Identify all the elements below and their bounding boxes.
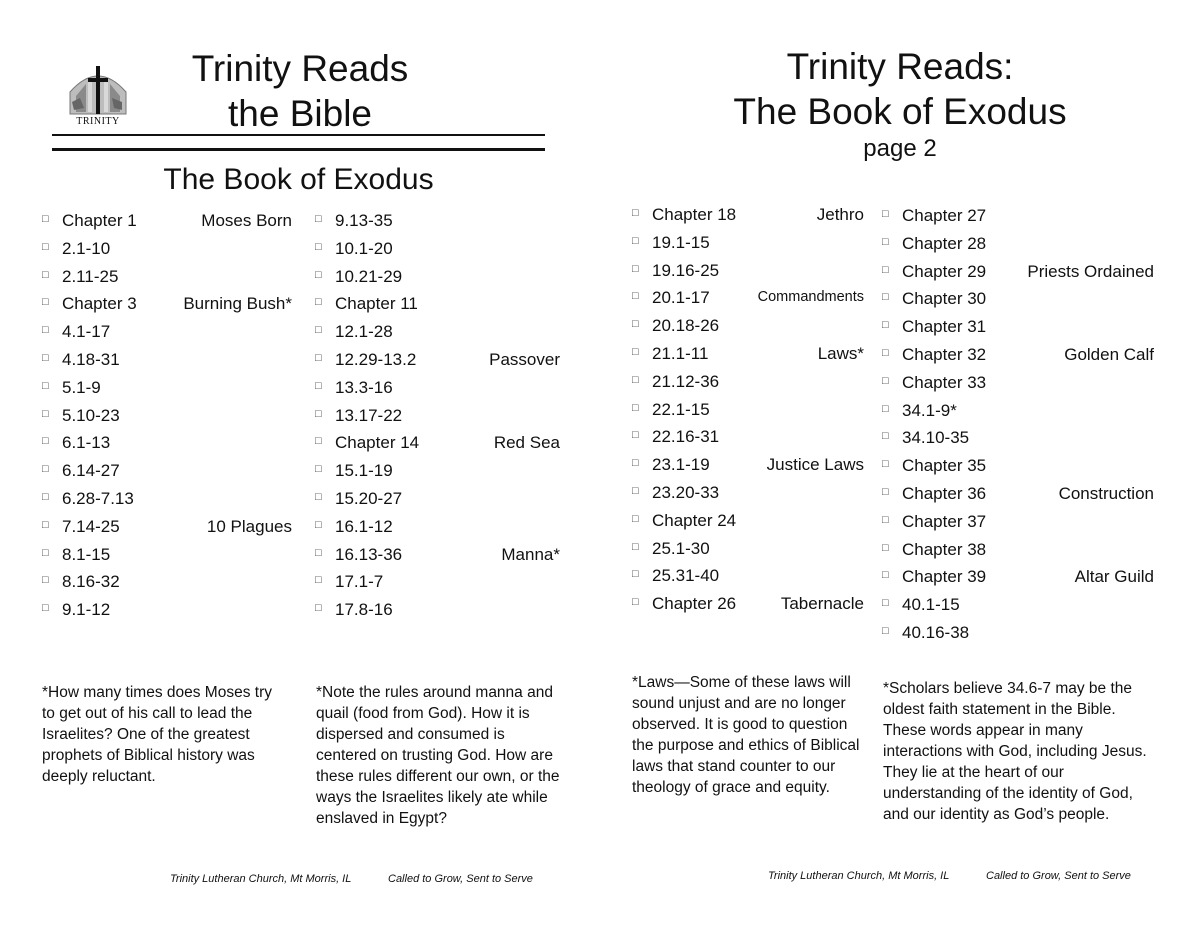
reading-theme: Construction [1058, 483, 1154, 503]
reading-row[interactable] [42, 568, 292, 596]
checkbox-icon[interactable]: □ [632, 207, 639, 219]
checkbox-icon[interactable]: □ [632, 457, 639, 470]
reading-row[interactable] [315, 541, 560, 569]
checkbox-icon[interactable]: □ [632, 401, 639, 414]
reading-row[interactable] [315, 263, 560, 291]
checkbox-icon[interactable]: □ [42, 351, 49, 364]
reading-ref: 34.10-35 [902, 428, 970, 448]
checkbox-icon[interactable]: □ [882, 319, 889, 332]
reading-row[interactable] [882, 202, 1154, 230]
reading-row[interactable] [632, 535, 864, 563]
reading-row[interactable] [882, 563, 1154, 591]
page1-reading-list-col1 [42, 207, 292, 624]
page1-note-moses: *How many times does Moses try to get out of his call to lead the Israelites? One of the greatest prophets of Biblical history was deeply reluctant. [42, 684, 272, 785]
page2-note-scholars: *Scholars believe 34.6-7 may be the oldest faith statement in the Bible. These words appear in many interactions with God, including Jesus. They lie at the heart of our understanding of the identity of God, and our identity as God’s people. [883, 680, 1147, 823]
reading-row[interactable] [632, 451, 864, 479]
reading-row[interactable] [42, 235, 292, 263]
logo-text: TRINITY [76, 116, 120, 127]
reading-ref: 12.1-28 [335, 322, 393, 342]
reading-ref: 6.1-13 [62, 433, 111, 453]
reading-row[interactable] [882, 369, 1154, 397]
reading-row[interactable] [42, 513, 292, 541]
reading-ref: 23.20-33 [652, 482, 720, 502]
reading-row[interactable] [632, 312, 864, 340]
checkbox-icon[interactable]: □ [632, 540, 639, 553]
checkbox-icon[interactable]: □ [315, 574, 322, 587]
reading-ref: 25.1-30 [652, 538, 710, 558]
reading-row[interactable] [882, 536, 1154, 564]
checkbox-icon[interactable]: □ [315, 379, 322, 392]
reading-row[interactable] [315, 596, 560, 624]
reading-row[interactable] [882, 230, 1154, 258]
reading-row[interactable] [632, 201, 864, 229]
checkbox-icon[interactable]: □ [882, 346, 889, 359]
checkbox-icon[interactable]: □ [632, 318, 639, 331]
reading-row[interactable] [632, 396, 864, 424]
reading-ref: Chapter 3 [62, 294, 137, 314]
page2-title-line2: The Book of Exodus [733, 91, 1067, 132]
reading-row[interactable] [315, 457, 560, 485]
page1-footer-motto: Called to Grow, Sent to Serve [388, 873, 533, 885]
page1-reading-list-col2 [315, 207, 560, 624]
checkbox-icon[interactable]: □ [882, 485, 889, 498]
checkbox-icon[interactable]: □ [42, 602, 49, 615]
reading-row[interactable] [315, 485, 560, 513]
reading-ref: 20.18-26 [652, 316, 720, 336]
page2-reading-list-col2 [882, 202, 1154, 647]
reading-ref: Chapter 14 [335, 433, 420, 453]
reading-row[interactable] [882, 619, 1154, 647]
reading-row[interactable] [42, 429, 292, 457]
reading-ref: 21.12-36 [652, 371, 720, 391]
checkbox-icon[interactable]: □ [882, 208, 889, 220]
trinity-logo [66, 62, 130, 130]
checkbox-icon[interactable]: □ [632, 290, 639, 303]
reading-theme: Commandments [757, 289, 864, 306]
reading-theme: 10 Plagues [206, 516, 292, 536]
reading-row[interactable] [42, 457, 292, 485]
reading-ref: 5.1-9 [62, 377, 101, 397]
page1-subtitle: The Book of Exodus [163, 163, 434, 196]
page1-title-line2: the Bible [228, 93, 372, 134]
page2-title-line3: page 2 [863, 135, 937, 162]
checkbox-icon[interactable]: □ [315, 324, 322, 337]
reading-ref: 40.1-15 [902, 595, 960, 615]
reading-row[interactable] [315, 429, 560, 457]
reading-ref: 4.18-31 [62, 349, 120, 369]
page2-title-line1: Trinity Reads: [786, 46, 1014, 87]
reading-ref: 8.16-32 [62, 572, 120, 592]
checkbox-icon[interactable]: □ [632, 262, 639, 275]
checkbox-icon[interactable]: □ [315, 213, 322, 225]
reading-ref: Chapter 39 [902, 567, 987, 587]
checkbox-icon[interactable]: □ [42, 240, 49, 253]
title-rule-bottom [52, 148, 545, 151]
checkbox-icon[interactable]: □ [42, 435, 49, 448]
reading-ref: Chapter 28 [902, 233, 987, 253]
reading-theme: Priests Ordained [1027, 261, 1154, 281]
checkbox-icon[interactable]: □ [632, 568, 639, 581]
reading-ref: 9.13-35 [335, 211, 393, 230]
checkbox-icon[interactable]: □ [882, 291, 889, 304]
reading-theme: Manna* [501, 544, 560, 564]
reading-row[interactable] [42, 290, 292, 318]
reading-theme: Jethro [816, 205, 864, 224]
reading-row[interactable] [42, 596, 292, 624]
reading-ref: 25.31-40 [652, 566, 720, 586]
checkbox-icon[interactable]: □ [882, 569, 889, 582]
checkbox-icon[interactable]: □ [632, 345, 639, 358]
reading-row[interactable] [315, 513, 560, 541]
reading-ref: Chapter 31 [902, 317, 987, 337]
reading-ref: 34.1-9* [902, 400, 957, 420]
reading-row[interactable] [632, 229, 864, 257]
reading-ref: Chapter 32 [902, 344, 987, 364]
reading-theme: Laws* [817, 343, 864, 363]
reading-theme: Justice Laws [766, 455, 864, 475]
reading-ref: 20.1-17 [652, 288, 710, 308]
reading-row[interactable] [315, 207, 560, 235]
reading-theme: Altar Guild [1074, 567, 1154, 587]
reading-row[interactable] [882, 591, 1154, 619]
reading-ref: Chapter 29 [902, 261, 987, 281]
reading-ref: 15.1-19 [335, 461, 393, 481]
reading-row[interactable] [632, 590, 864, 618]
reading-ref: Chapter 27 [902, 206, 987, 225]
reading-ref: 6.14-27 [62, 461, 120, 481]
reading-row[interactable] [882, 341, 1154, 369]
reading-ref: 8.1-15 [62, 544, 111, 564]
reading-row[interactable] [315, 346, 560, 374]
reading-ref: Chapter 26 [652, 594, 737, 614]
reading-row[interactable] [42, 346, 292, 374]
reading-ref: 21.1-11 [652, 343, 709, 363]
reading-row[interactable] [632, 479, 864, 507]
checkbox-icon[interactable]: □ [42, 379, 49, 392]
checkbox-icon[interactable]: □ [882, 597, 889, 610]
reading-row[interactable] [315, 568, 560, 596]
checkbox-icon[interactable]: □ [315, 296, 322, 309]
checkbox-icon[interactable]: □ [42, 213, 49, 225]
checkbox-icon[interactable]: □ [42, 268, 49, 281]
reading-ref: 19.1-15 [652, 232, 710, 252]
reading-ref: 10.21-29 [335, 266, 403, 286]
reading-ref: 13.3-16 [335, 377, 393, 397]
reading-ref: Chapter 35 [902, 456, 987, 476]
reading-row[interactable] [882, 508, 1154, 536]
reading-row[interactable] [42, 374, 292, 402]
reading-ref: 10.1-20 [335, 238, 393, 258]
reading-ref: 19.16-25 [652, 260, 720, 280]
page2-reading-list-col1 [632, 201, 864, 618]
reading-theme: Red Sea [493, 433, 560, 453]
checkbox-icon[interactable]: □ [42, 546, 49, 559]
checkbox-icon[interactable]: □ [632, 484, 639, 497]
reading-theme: Tabernacle [780, 594, 864, 614]
reading-ref: 22.16-31 [652, 427, 720, 447]
reading-row[interactable] [882, 313, 1154, 341]
page2-title [700, 44, 1100, 164]
checkbox-icon[interactable]: □ [315, 546, 322, 559]
reading-row[interactable] [882, 258, 1154, 286]
reading-row[interactable] [632, 284, 864, 312]
reading-ref: Chapter 33 [902, 372, 987, 392]
reading-row[interactable] [632, 368, 864, 396]
reading-row[interactable] [632, 340, 864, 368]
reading-ref: 5.10-23 [62, 405, 120, 425]
reading-row[interactable] [882, 397, 1154, 425]
checkbox-icon[interactable]: □ [632, 596, 639, 609]
reading-ref: Chapter 36 [902, 483, 987, 503]
checkbox-icon[interactable]: □ [315, 268, 322, 281]
reading-ref: 13.17-22 [335, 405, 403, 425]
checkbox-icon[interactable]: □ [42, 574, 49, 587]
page1-title-line1: Trinity Reads [191, 48, 409, 89]
reading-row[interactable] [882, 480, 1154, 508]
reading-row[interactable] [42, 485, 292, 513]
title-rule-top [52, 134, 545, 136]
checkbox-icon[interactable]: □ [882, 235, 889, 248]
checkbox-icon[interactable]: □ [315, 435, 322, 448]
reading-row[interactable] [882, 452, 1154, 480]
reading-ref: 6.28-7.13 [62, 488, 134, 508]
reading-theme: Moses Born [201, 211, 292, 230]
reading-ref: 16.1-12 [335, 516, 393, 536]
reading-ref: 2.1-10 [62, 238, 111, 258]
reading-ref: Chapter 38 [902, 539, 987, 559]
checkbox-icon[interactable]: □ [882, 541, 889, 554]
reading-row[interactable] [632, 257, 864, 285]
reading-row[interactable] [315, 235, 560, 263]
reading-row[interactable] [42, 541, 292, 569]
checkbox-icon[interactable]: □ [315, 463, 322, 476]
reading-ref: Chapter 1 [62, 211, 137, 230]
page1-title [160, 46, 440, 136]
checkbox-icon[interactable]: □ [42, 518, 49, 531]
checkbox-icon[interactable]: □ [882, 263, 889, 276]
checkbox-icon[interactable]: □ [882, 374, 889, 387]
checkbox-icon[interactable]: □ [882, 513, 889, 526]
reading-ref: 7.14-25 [62, 516, 120, 536]
reading-ref: Chapter 18 [652, 205, 737, 224]
reading-row[interactable] [315, 290, 560, 318]
reading-ref: Chapter 30 [902, 289, 987, 309]
reading-row[interactable] [315, 402, 560, 430]
reading-ref: 9.1-12 [62, 600, 111, 620]
reading-theme: Passover [489, 349, 560, 369]
reading-ref: 2.11-25 [62, 266, 119, 286]
reading-ref: Chapter 11 [335, 294, 418, 314]
reading-row[interactable] [882, 424, 1154, 452]
checkbox-icon[interactable]: □ [882, 458, 889, 471]
reading-ref: 12.29-13.2 [335, 349, 417, 369]
checkbox-icon[interactable]: □ [632, 234, 639, 247]
checkbox-icon[interactable]: □ [632, 373, 639, 386]
reading-ref: Chapter 24 [652, 510, 737, 530]
checkbox-icon[interactable]: □ [42, 324, 49, 337]
checkbox-icon[interactable]: □ [315, 351, 322, 364]
reading-ref: 15.20-27 [335, 488, 403, 508]
reading-row[interactable] [42, 402, 292, 430]
checkbox-icon[interactable]: □ [315, 240, 322, 253]
reading-ref: 16.13-36 [335, 544, 403, 564]
checkbox-icon[interactable]: □ [42, 407, 49, 420]
checkbox-icon[interactable]: □ [315, 490, 322, 503]
reading-ref: Chapter 37 [902, 511, 987, 531]
reading-row[interactable] [42, 263, 292, 291]
page1-footer-church: Trinity Lutheran Church, Mt Morris, IL [170, 873, 352, 885]
reading-row[interactable] [882, 285, 1154, 313]
page2-footer-motto: Called to Grow, Sent to Serve [986, 870, 1131, 882]
checkbox-icon[interactable]: □ [315, 518, 322, 531]
reading-row[interactable] [632, 562, 864, 590]
reading-theme: Golden Calf [1064, 344, 1154, 364]
checkbox-icon[interactable]: □ [315, 407, 322, 420]
checkbox-icon[interactable]: □ [882, 430, 889, 443]
checkbox-icon[interactable]: □ [632, 512, 639, 525]
reading-row[interactable] [42, 207, 292, 235]
checkbox-icon[interactable]: □ [42, 296, 49, 309]
checkbox-icon[interactable]: □ [882, 624, 889, 637]
reading-row[interactable] [632, 423, 864, 451]
checkbox-icon[interactable]: □ [42, 490, 49, 503]
reading-row[interactable] [42, 318, 292, 346]
page2-note-laws: *Laws—Some of these laws will sound unjust and are no longer observed. It is good to question the purpose and ethics of Biblical laws that stand counter to our theology of grace and equity. [632, 674, 860, 796]
reading-row[interactable] [315, 318, 560, 346]
reading-ref: 23.1-19 [652, 455, 710, 475]
checkbox-icon[interactable]: □ [882, 402, 889, 415]
reading-ref: 40.16-38 [902, 622, 970, 642]
reading-row[interactable] [315, 374, 560, 402]
page2-footer-church: Trinity Lutheran Church, Mt Morris, IL [768, 870, 950, 882]
reading-row[interactable] [632, 507, 864, 535]
reading-theme: Burning Bush* [183, 294, 292, 314]
reading-ref: 17.1-7 [335, 572, 384, 592]
checkbox-icon[interactable]: □ [632, 429, 639, 442]
reading-ref: 17.8-16 [335, 600, 393, 620]
reading-ref: 4.1-17 [62, 322, 111, 342]
reading-ref: 22.1-15 [652, 399, 710, 419]
checkbox-icon[interactable]: □ [315, 602, 322, 615]
page1-note-manna: *Note the rules around manna and quail (food from God). How it is dispersed and consumed is centered on trusting God. How are these rules different our own, or the ways the Israelites likely ate while enslaved in Egypt? [316, 684, 560, 827]
checkbox-icon[interactable]: □ [42, 463, 49, 476]
